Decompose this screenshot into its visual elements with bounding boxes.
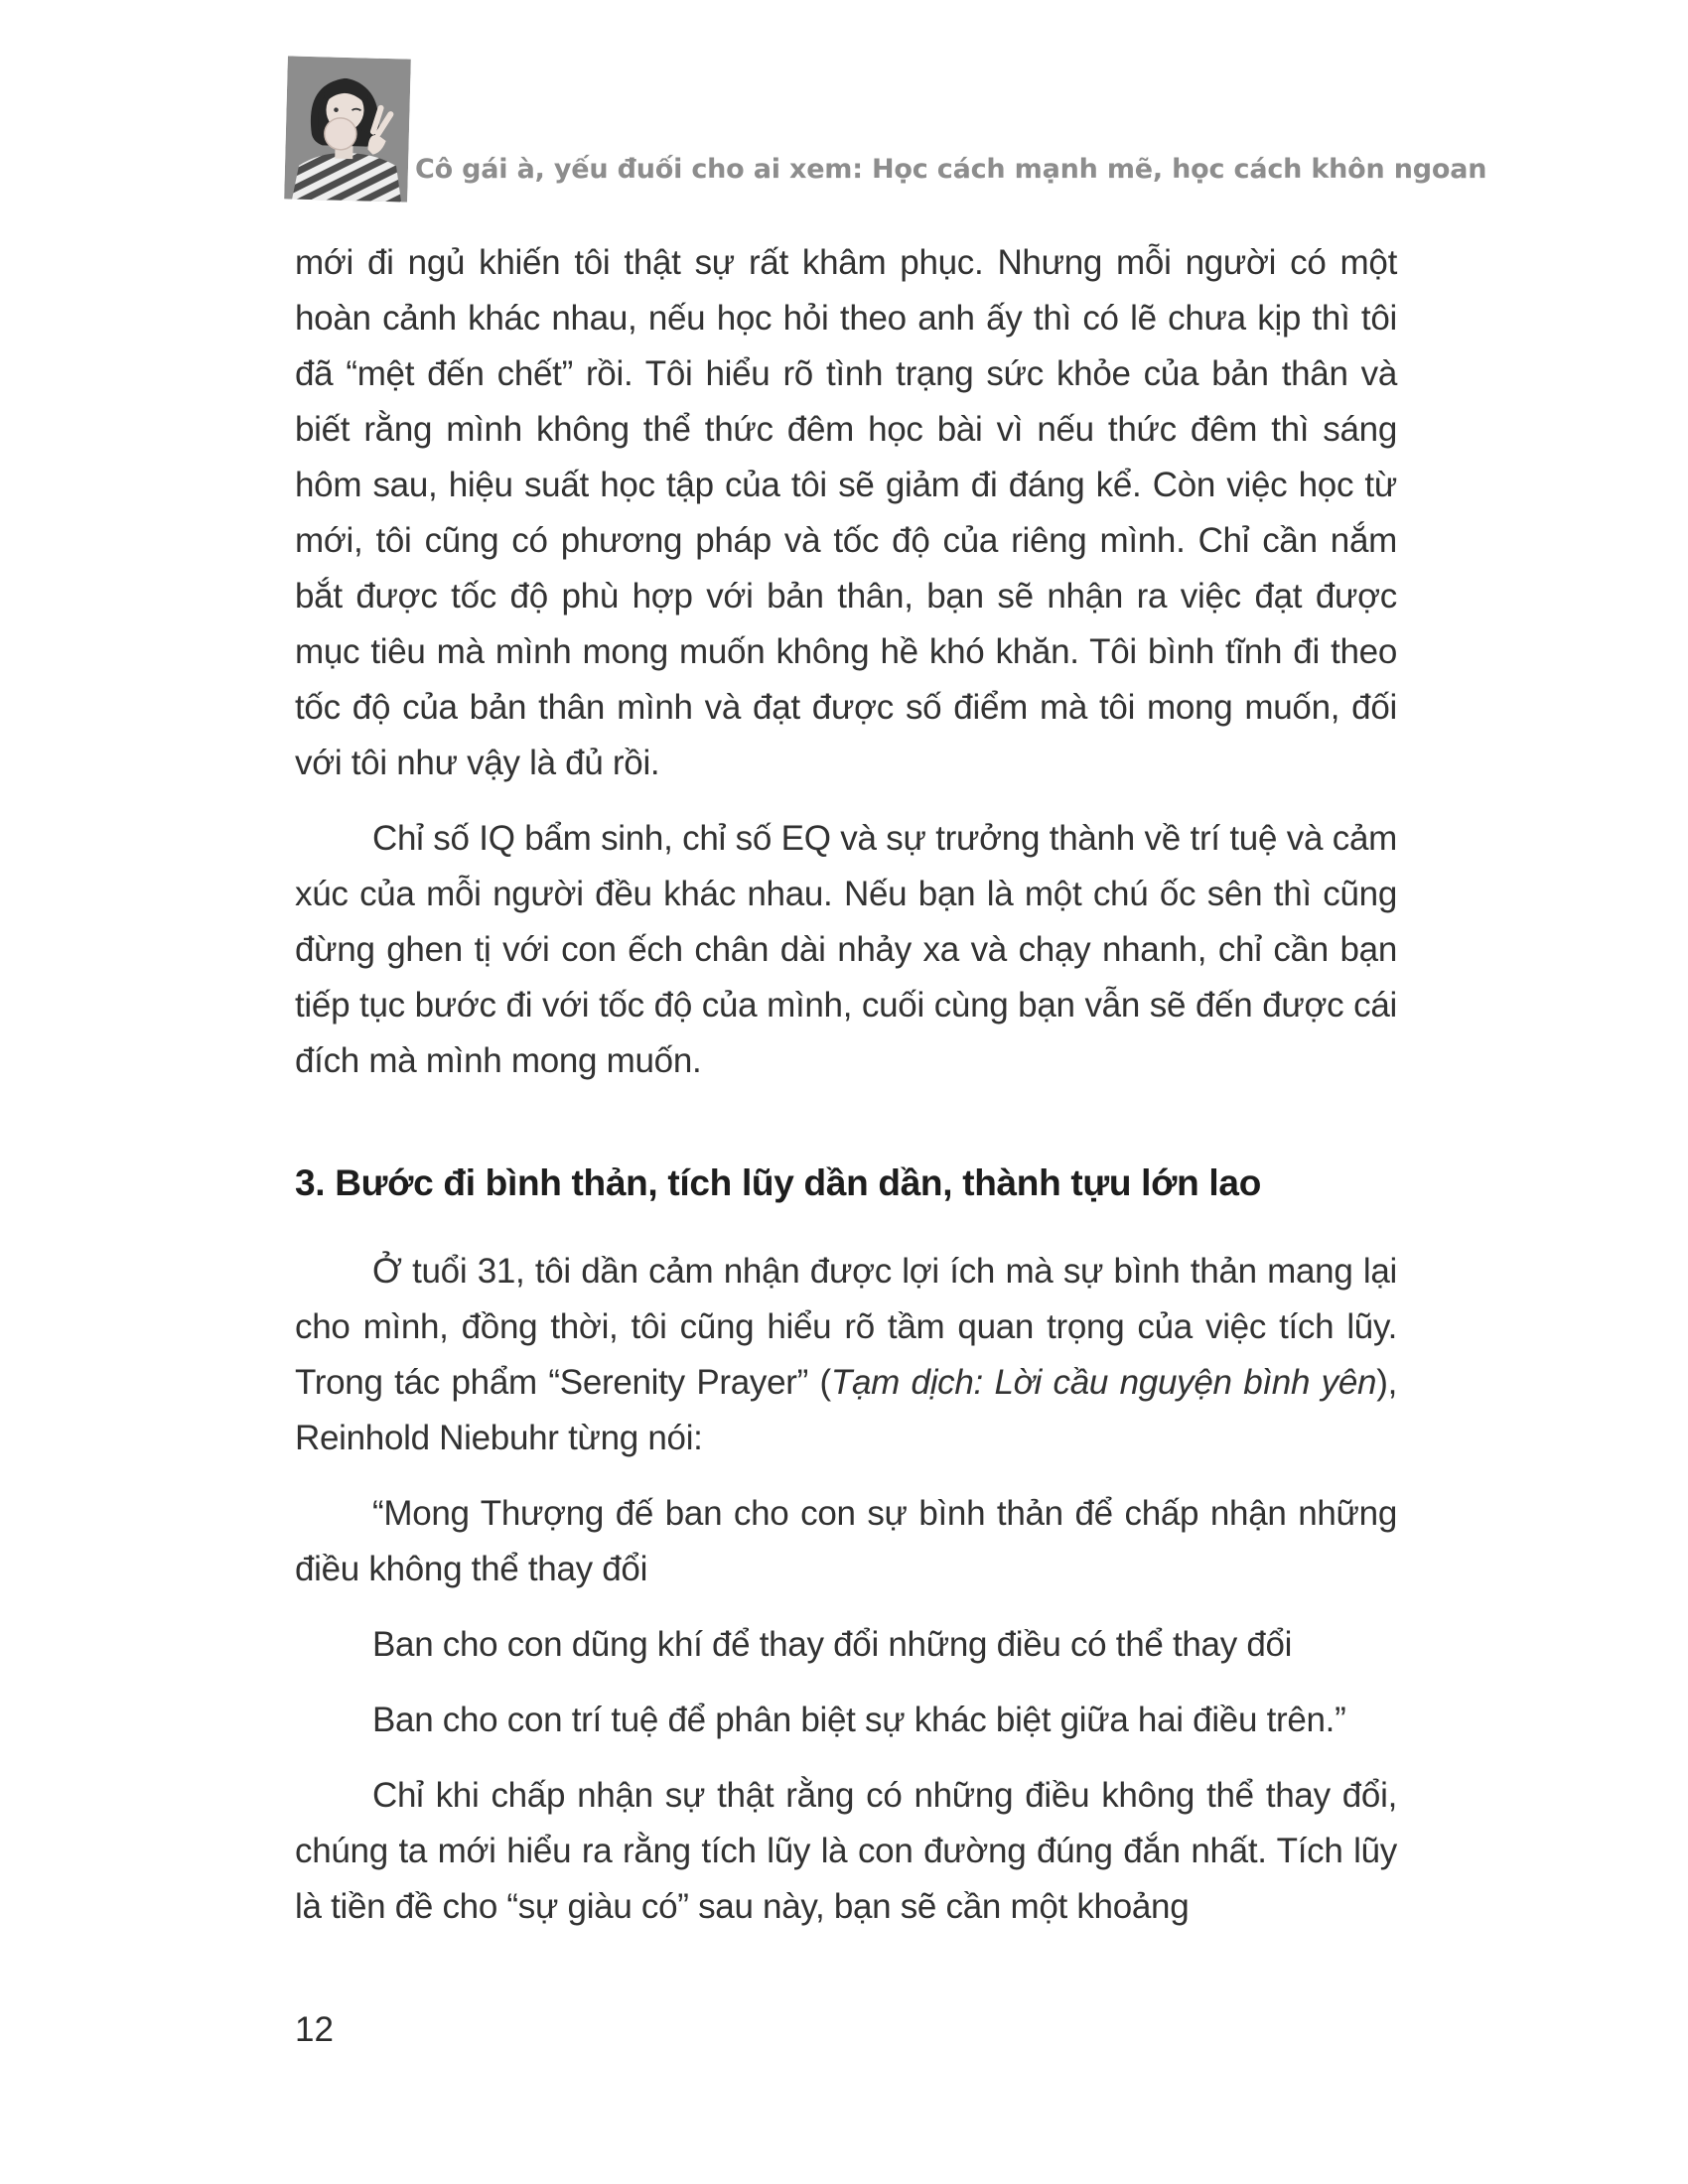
page-body	[295, 235, 1397, 1935]
paragraph-text: Ở tuổi 31, tôi dần cảm nhận được lợi ích mà sự bình thản mang lại cho mình, đồng thời, tôi cũng hiểu rõ tầm quan trọng của việc tích lũy. Trong tác phẩm “Serenity Prayer” (	[295, 1252, 1397, 1402]
paragraph-text: ), Reinhold Niebuhr từng nói:	[295, 1363, 1397, 1457]
quote-line: Ban cho con trí tuệ để phân biệt sự khác biệt giữa hai điều trên.”	[372, 1701, 1346, 1739]
body-paragraph-continuation: mới đi ngủ khiến tôi thật sự rất khâm phục. Nhưng mỗi người có một hoàn cảnh khác nhau, nếu học hỏi theo anh ấy thì có lẽ chưa kịp thì tôi đã “mệt đến chết” rồi. Tôi hiểu rõ tình trạng sức khỏe của bản thân và biết rằng mình không thể thức đêm học bài vì nếu thức đêm thì sáng hôm sau, hiệu suất học tập của tôi sẽ giảm đi đáng kể. Còn việc học từ mới, tôi cũng có phương pháp và tốc độ của riêng mình. Chỉ cần nắm bắt được tốc độ phù hợp với bản thân, bạn sẽ nhận ra việc đạt được mục tiêu mà mình mong muốn không hề khó khăn. Tôi bình tĩnh đi theo tốc độ của bản thân mình và đạt được số điểm mà tôi mong muốn, đối với tôi như vậy là đủ rồi.	[295, 243, 1397, 782]
girl-bubblegum-icon	[284, 56, 411, 202]
header-avatar	[284, 56, 411, 202]
running-head-title: Cô gái à, yếu đuối cho ai xem: Học cách mạnh mẽ, học cách khôn ngoan	[415, 154, 1487, 185]
section-heading: 3. Bước đi bình thản, tích lũy dần dần, thành tựu lớn lao	[295, 1162, 1261, 1203]
body-paragraph: Chỉ khi chấp nhận sự thật rằng có những điều không thể thay đổi, chúng ta mới hiểu ra rằng tích lũy là con đường đúng đắn nhất. Tích lũy là tiền đề cho “sự giàu có” sau này, bạn sẽ cần một khoảng	[295, 1776, 1397, 1926]
translated-title-italic: Tạm dịch: Lời cầu nguyện bình yên	[830, 1363, 1377, 1402]
page-number: 12	[295, 2010, 334, 2049]
quote-line: Ban cho con dũng khí để thay đổi những điều có thể thay đổi	[372, 1625, 1293, 1664]
quote-line: “Mong Thượng đế ban cho con sự bình thản để chấp nhận những điều không thể thay đổi	[295, 1494, 1397, 1588]
body-paragraph: Chỉ số IQ bẩm sinh, chỉ số EQ và sự trưởng thành về trí tuệ và cảm xúc của mỗi người đều khác nhau. Nếu bạn là một chú ốc sên thì cũng đừng ghen tị với con ếch chân dài nhảy xa và chạy nhanh, chỉ cần bạn tiếp tục bước đi với tốc độ của mình, cuối cùng bạn vẫn sẽ đến được cái đích mà mình mong muốn.	[295, 819, 1397, 1080]
body-paragraph-with-italic	[295, 1244, 1397, 1466]
